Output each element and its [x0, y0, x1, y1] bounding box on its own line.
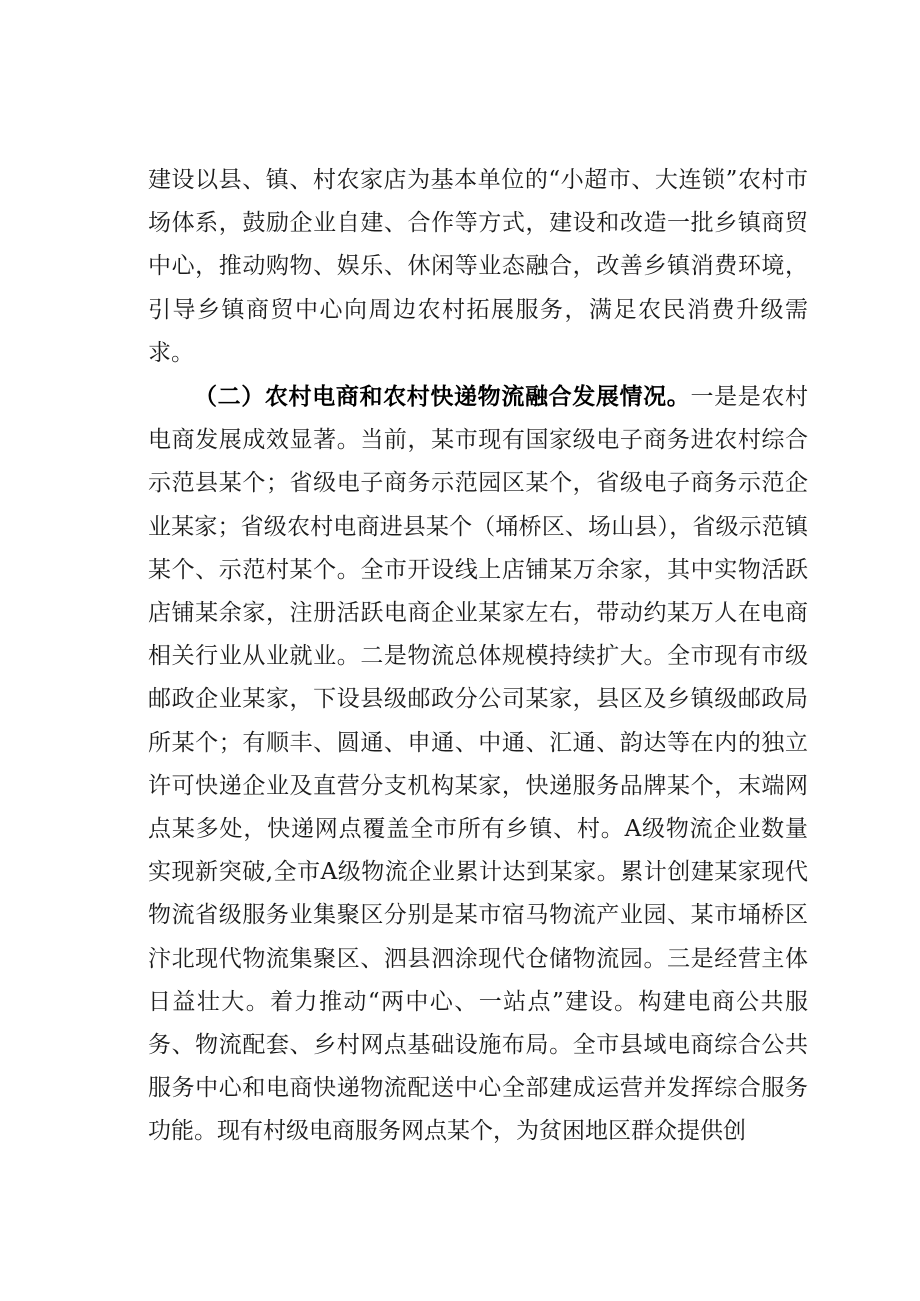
section-heading: （二）农村电商和农村快递物流融合发展情况。 [194, 383, 691, 411]
section-body-text: 一是是农村电商发展成效显著。当前，某市现有国家级电子商务进农村综合示范县某个；省级电子商务示范园区某个，省级电子商务示范企业某家；省级农村电商进县某个（埇桥区、场山县），省级示范镇某个、示范村某个。全市开设线上店铺某万余家，其中实物活跃店铺某余家，注册活跃电商企业某家左右，带动约某万人在电商相关行业从业就业。二是物流总体规模持续扩大。全市现有市级邮政企业某家，下设县级邮政分公司某家，县区及乡镇级邮政局所某个；有顺丰、圆通、申通、中通、汇通、韵达等在内的独立许可快递企业及直营分支机构某家，快递服务品牌某个，末端网点某多处，快递网点覆盖全市所有乡镇、村。A级物流企业数量实现新突破,全市A级物流企业累计达到某家。累计创建某家现代物流省级服务业集聚区分别是某市宿马物流产业园、某市埇桥区汴北现代物流集聚区、泗县泗涂现代仓储物流园。三是经营主体日益壮大。着力推动“两中心、一站点”建设。构建电商公共服务、物流配套、乡村网点基础设施布局。全市县域电商综合公共服务中心和电商快递物流配送中心全部建成运营并发挥综合服务功能。现有村级电商服务网点某个，为贫困地区群众提供创 [148, 384, 809, 1145]
paragraph-section-two [148, 375, 808, 1154]
document-body [148, 159, 808, 1154]
paragraph-continuation: 建设以县、镇、村农家店为基本单位的“小超市、大连锁”农村市场体系，鼓励企业自建、合作等方式，建设和改造一批乡镇商贸中心，推动购物、娱乐、休闲等业态融合，改善乡镇消费环境，引导乡镇商贸中心向周边农村拓展服务，满足农民消费升级需求。 [148, 167, 808, 366]
